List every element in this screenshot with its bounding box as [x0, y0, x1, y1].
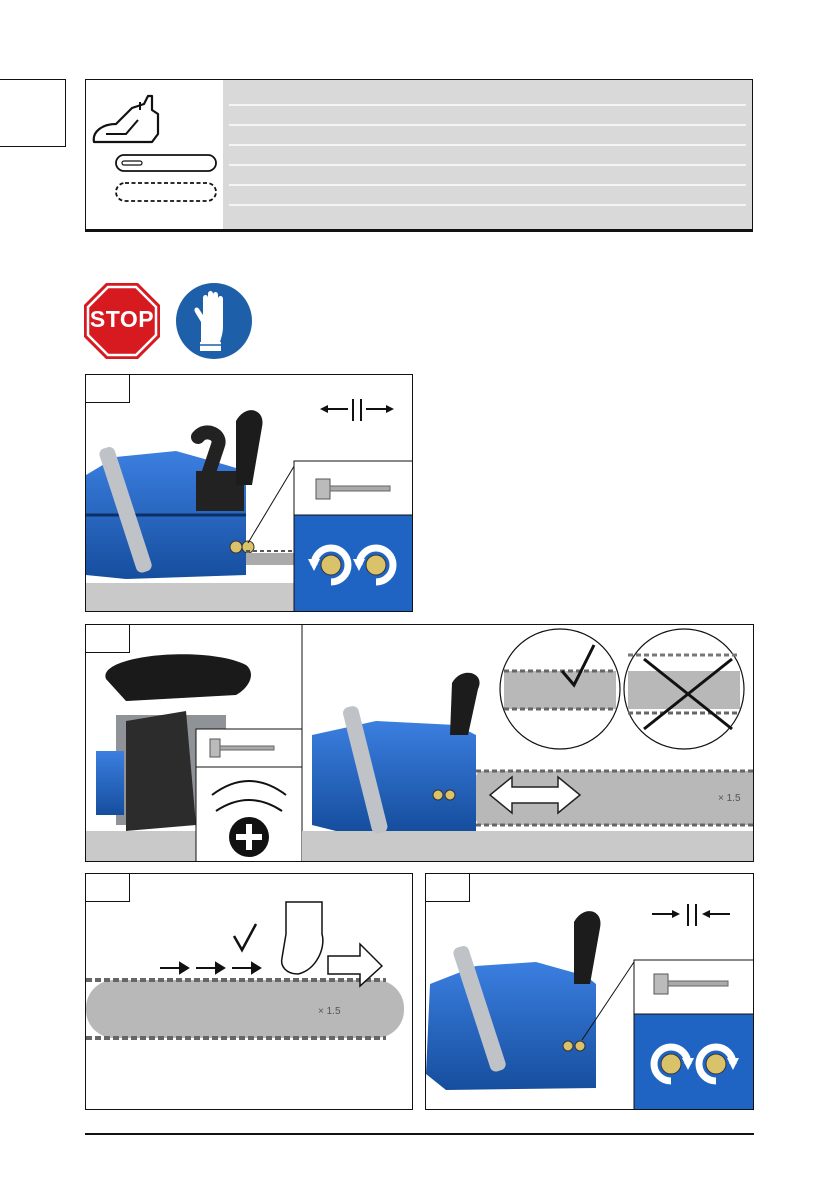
stop-sign-label: STOP [89, 306, 155, 332]
step-4-panel [425, 873, 754, 1110]
loosen-nuts-icon [320, 399, 394, 421]
language-tab [0, 79, 66, 147]
chainsaw-bar-chain-icon [86, 80, 223, 229]
step-2-illustration [86, 625, 754, 862]
bar-marking: × 1.5 [718, 793, 741, 804]
check-mark-icon [234, 924, 256, 950]
header-icon-area [86, 80, 223, 229]
bar-marking: × 1.5 [318, 1006, 341, 1017]
wear-gloves-icon [175, 282, 253, 360]
header-text-area [223, 80, 752, 229]
header-text-line [229, 164, 746, 166]
header-text-line [229, 144, 746, 146]
footer-rule [85, 1133, 754, 1135]
step-number-tag [86, 375, 130, 403]
step-1-illustration [86, 375, 413, 612]
step-3-panel [85, 873, 413, 1110]
step-2-panel [85, 624, 754, 862]
stop-sign-icon [83, 282, 161, 360]
header-text-line [229, 104, 746, 106]
hand-icon [282, 902, 323, 974]
push-arrow-icon [160, 963, 260, 973]
step-number-tag [86, 874, 130, 902]
step-1-panel [85, 374, 413, 612]
step-4-illustration [426, 874, 754, 1110]
header-text-line [229, 124, 746, 126]
tighten-nuts-icon [652, 904, 730, 926]
header-box [85, 79, 753, 232]
step-3-illustration [86, 874, 413, 1110]
step-number-tag [86, 625, 130, 653]
header-text-line [229, 204, 746, 206]
header-text-line [229, 184, 746, 186]
step-number-tag [426, 874, 470, 902]
